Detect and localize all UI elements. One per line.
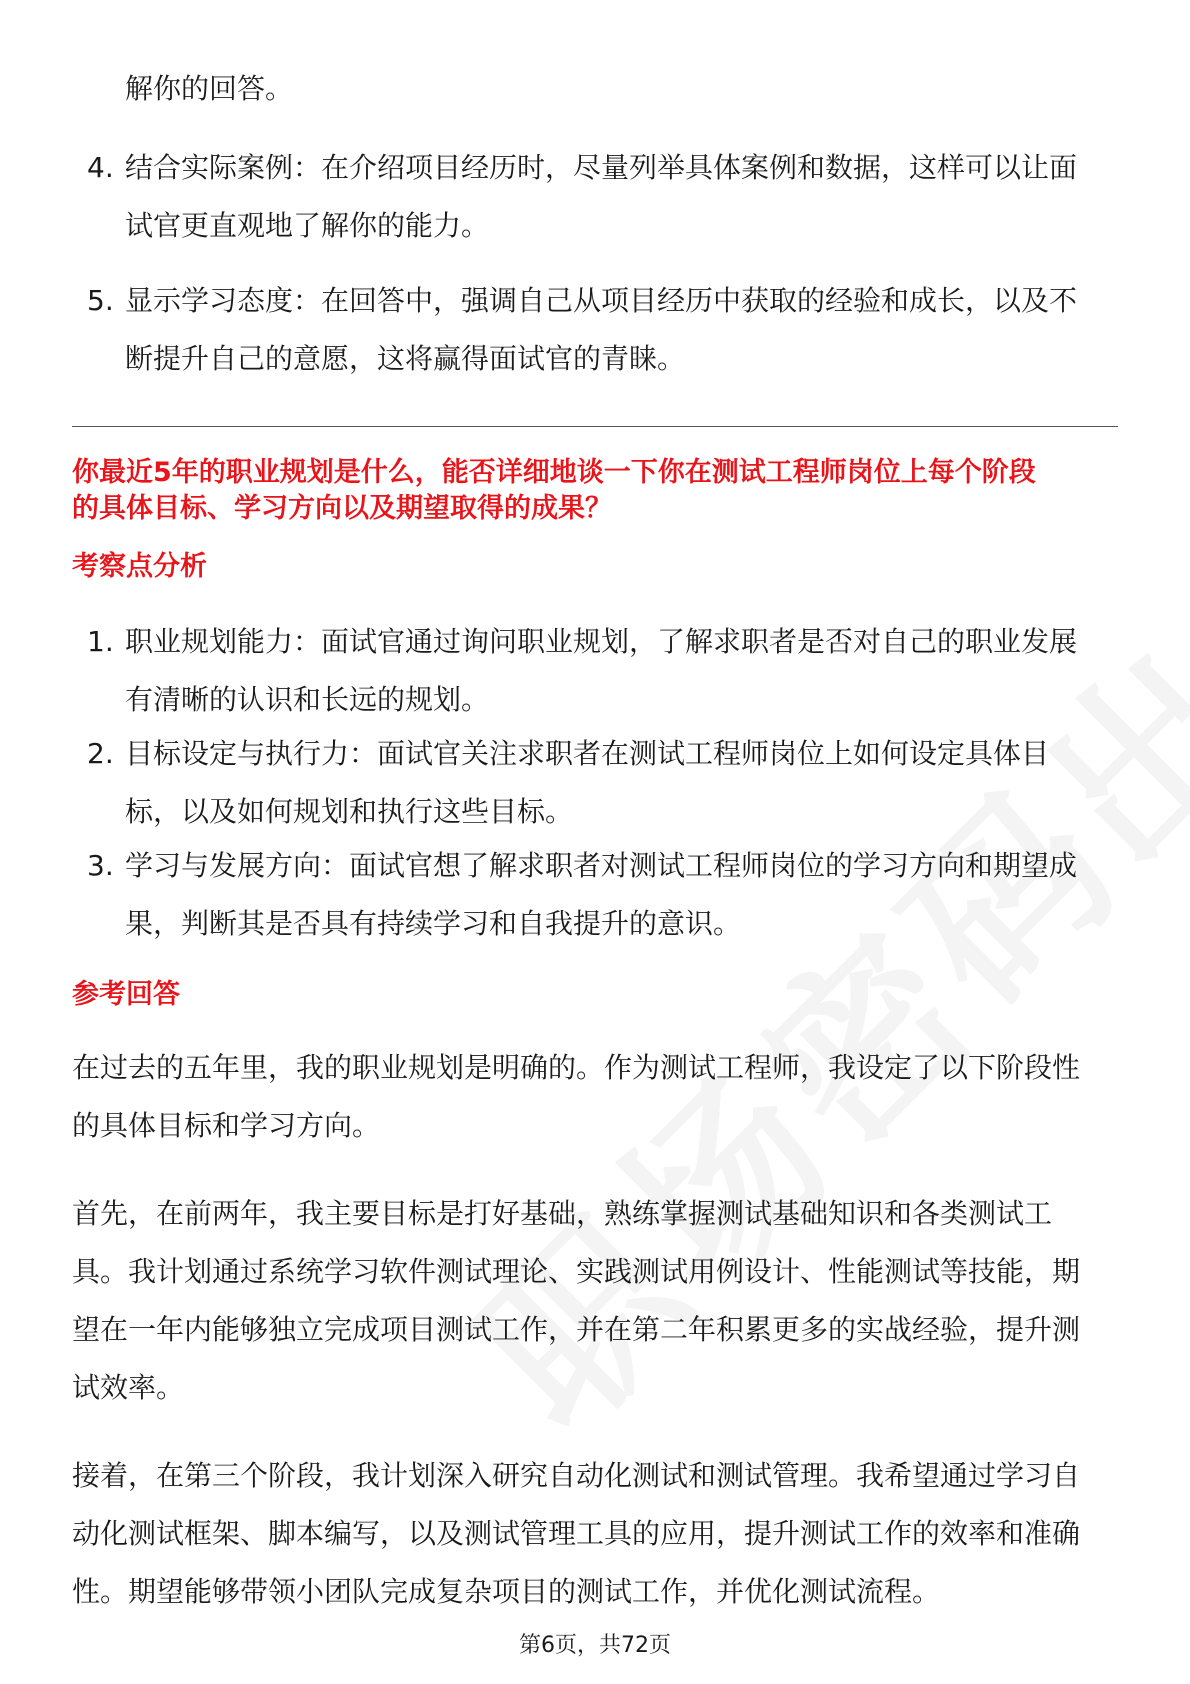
list-item — [72, 725, 1118, 841]
answer-paragraph — [72, 1185, 1118, 1417]
list-item-line: 试官更直观地了解你的能力。 — [125, 209, 490, 242]
list-number: 3. — [87, 849, 114, 882]
paragraph-line: 性。期望能够带领小团队完成复杂项目的测试工作，并优化测试流程。 — [72, 1575, 941, 1608]
continuation-text: 解你的回答。 — [125, 72, 294, 105]
list-item-line: 结合实际案例：在介绍项目经历时，尽量列举具体案例和数据，这样可以让面 — [125, 151, 1078, 184]
question-line: 的具体目标、学习方向以及期望取得的成果？ — [72, 493, 612, 524]
paragraph-line: 的具体目标和学习方向。 — [72, 1109, 381, 1142]
interview-question — [72, 455, 1118, 527]
list-item — [72, 272, 1118, 388]
paragraph-line: 望在一年内能够独立完成项目测试工作，并在第二年积累更多的实战经验，提升测 — [72, 1313, 1081, 1346]
list-item-line: 显示学习态度：在回答中，强调自己从项目经历中获取的经验和成长，以及不 — [125, 284, 1078, 317]
list-item — [72, 139, 1118, 255]
tips-list — [72, 139, 1118, 388]
list-item — [72, 837, 1118, 953]
list-number: 2. — [87, 737, 114, 770]
list-item-line: 断提升自己的意愿，这将赢得面试官的青睐。 — [125, 342, 686, 375]
analysis-heading: 考察点分析 — [72, 551, 207, 582]
question-line: 你最近5年的职业规划是什么，能否详细地谈一下你在测试工程师岗位上每个阶段 — [72, 457, 1036, 488]
list-item-line: 目标设定与执行力：面试官关注求职者在测试工程师岗位上如何设定具体目 — [125, 737, 1050, 770]
answer-heading: 参考回答 — [72, 979, 180, 1010]
section-divider — [72, 426, 1118, 427]
list-number: 5. — [87, 284, 114, 317]
list-item — [72, 613, 1118, 729]
paragraph-line: 具。我计划通过系统学习软件测试理论、实践测试用例设计、性能测试等技能，期 — [72, 1255, 1081, 1288]
paragraph-line: 首先，在前两年，我主要目标是打好基础，熟练掌握测试基础知识和各类测试工 — [72, 1197, 1053, 1230]
answer-paragraph — [72, 1447, 1118, 1621]
list-number: 4. — [87, 151, 114, 184]
list-number: 1. — [87, 625, 114, 658]
paragraph-line: 在过去的五年里，我的职业规划是明确的。作为测试工程师，我设定了以下阶段性 — [72, 1051, 1081, 1084]
list-item-line: 有清晰的认识和长远的规划。 — [125, 683, 490, 716]
list-item-line: 职业规划能力：面试官通过询问职业规划，了解求职者是否对自己的职业发展 — [125, 625, 1078, 658]
list-item-line: 果，判断其是否具有持续学习和自我提升的意识。 — [125, 907, 742, 940]
paragraph-line: 动化测试框架、脚本编写，以及测试管理工具的应用，提升测试工作的效率和准确 — [72, 1517, 1081, 1550]
answer-paragraph — [72, 1039, 1118, 1155]
list-item-line: 学习与发展方向：面试官想了解求职者对测试工程师岗位的学习方向和期望成 — [125, 849, 1078, 882]
paragraph-line: 试效率。 — [72, 1371, 185, 1404]
list-item-line: 标，以及如何规划和执行这些目标。 — [125, 795, 574, 828]
page-footer: 第6页，共72页 — [519, 1633, 671, 1658]
analysis-list — [72, 613, 1118, 953]
paragraph-line: 接着，在第三个阶段，我计划深入研究自动化测试和测试管理。我希望通过学习自 — [72, 1459, 1081, 1492]
page-content — [72, 60, 1118, 1621]
